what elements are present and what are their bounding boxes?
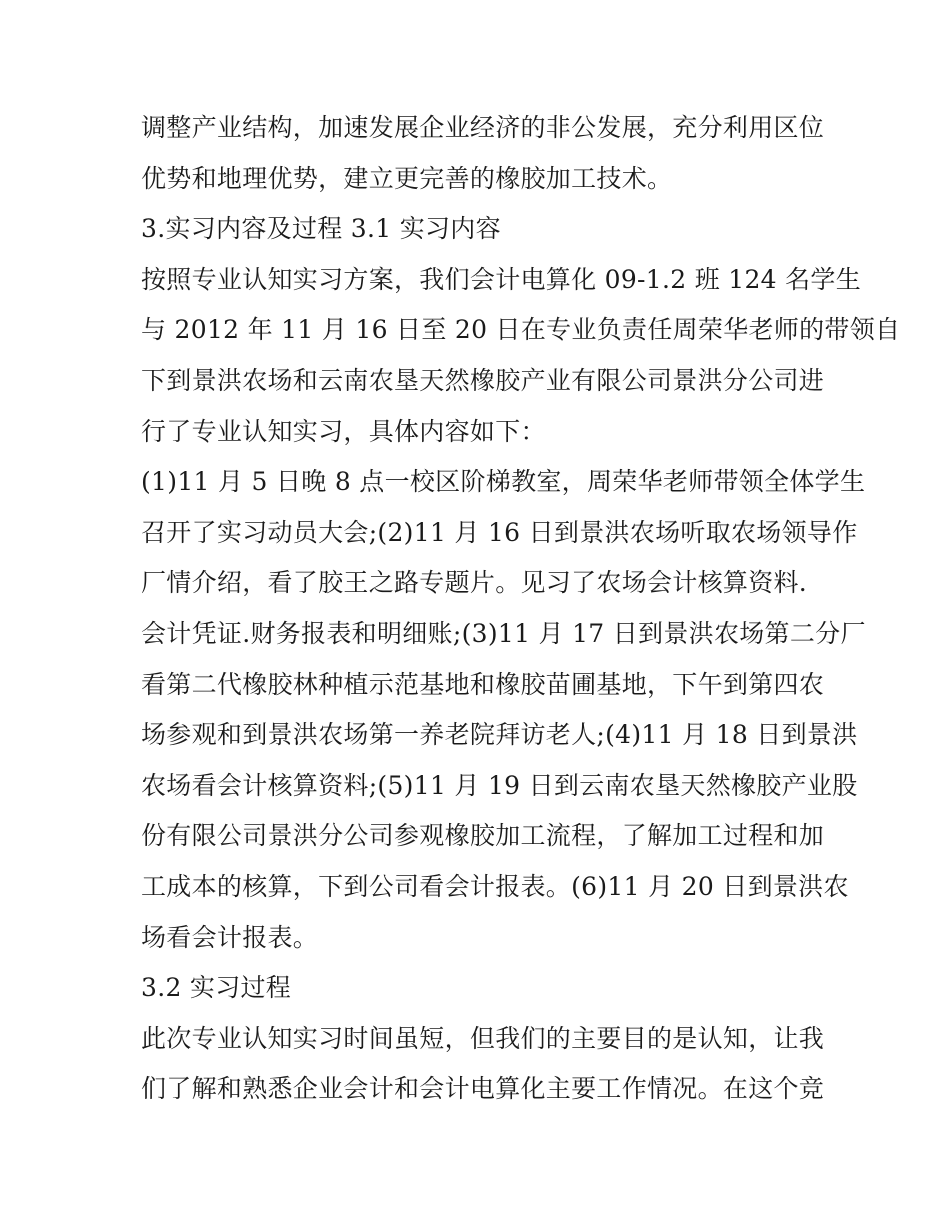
text-line: 调整产业结构，加速发展企业经济的非公发展，充分利用区位	[141, 113, 825, 142]
section-heading: 3.2 实习过程	[141, 973, 292, 1003]
text-line: 场看会计报表。	[141, 922, 319, 952]
text-line: 优势和地理优势，建立更完善的橡胶加工技术。	[141, 163, 673, 193]
text-line: 按照专业认知实习方案，我们会计电算化 09-1.2 班 124 名学生	[141, 264, 862, 294]
text-line: 下到景洪农场和云南农垦天然橡胶产业有限公司景洪分公司进	[141, 365, 825, 395]
text-line: 与 2012 年 11 月 16 日至 20 日在专业负责任周荣华老师的带领自	[141, 315, 901, 345]
text-line: 会计凭证.财务报表和明细账;(3)11 月 17 日到景洪农场第二分厂	[141, 618, 866, 648]
text-line: 农场看会计核算资料;(5)11 月 19 日到云南农垦天然橡胶产业股	[141, 770, 858, 800]
text-line: 行了专业认知实习，具体内容如下：	[141, 416, 546, 446]
text-line: 们了解和熟悉企业会计和会计电算化主要工作情况。在这个竞	[141, 1074, 825, 1104]
text-line: 此次专业认知实习时间虽短，但我们的主要目的是认知，让我	[141, 1023, 825, 1053]
text-line: 份有限公司景洪分公司参观橡胶加工流程，了解加工过程和加	[141, 821, 825, 851]
text-line: 厂情介绍，看了胶王之路专题片。见习了农场会计核算资料.	[141, 568, 808, 598]
body-text	[141, 103, 901, 1115]
text-line: 场参观和到景洪农场第一养老院拜访老人;(4)11 月 18 日到景洪	[141, 720, 858, 750]
text-line: 看第二代橡胶林种植示范基地和橡胶苗圃基地，下午到第四农	[141, 669, 825, 699]
section-heading: 3.实习内容及过程 3.1 实习内容	[141, 214, 501, 244]
text-line: (1)11 月 5 日晚 8 点一校区阶梯教室，周荣华老师带领全体学生	[141, 467, 866, 497]
text-line: 召开了实习动员大会;(2)11 月 16 日到景洪农场听取农场领导作	[141, 517, 858, 547]
text-line: 工成本的核算，下到公司看会计报表。(6)11 月 20 日到景洪农	[141, 871, 849, 901]
